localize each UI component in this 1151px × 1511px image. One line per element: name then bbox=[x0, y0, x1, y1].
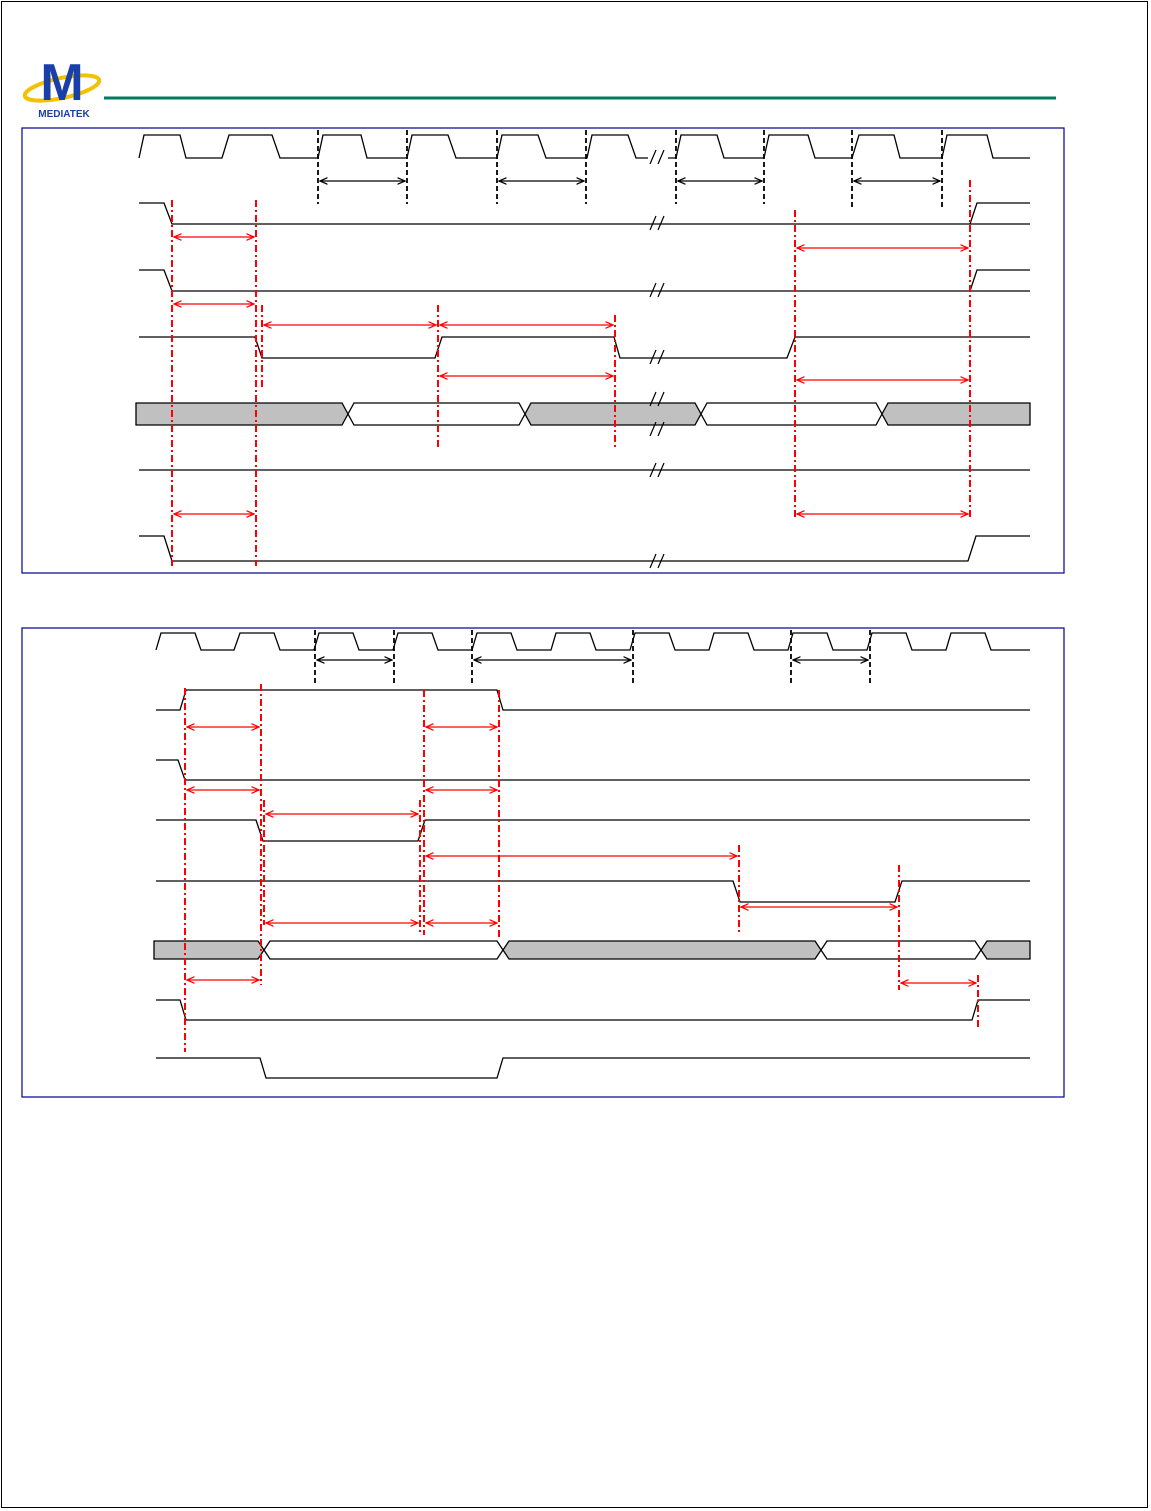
d2-signal-3 bbox=[156, 760, 1030, 780]
d1-data-bus bbox=[136, 403, 1030, 425]
timing-diagram-1 bbox=[22, 128, 1064, 573]
d2-signal-4 bbox=[156, 820, 1030, 841]
d2-signal-7 bbox=[156, 1000, 1030, 1020]
d2-signal-8 bbox=[156, 1058, 1030, 1078]
diagram-2-frame bbox=[22, 628, 1064, 1097]
d1-break-marks bbox=[650, 150, 664, 568]
d2-clock-signal bbox=[156, 633, 1030, 650]
diagram-1-frame bbox=[22, 128, 1064, 573]
d1-signal-2 bbox=[139, 203, 1030, 224]
d1-signal-4 bbox=[139, 337, 1030, 358]
d1-signal-7 bbox=[139, 536, 1030, 561]
logo-letter: M bbox=[40, 54, 84, 112]
d1-signal-3 bbox=[139, 270, 1030, 291]
d2-timing-markers bbox=[185, 684, 978, 1052]
d1-clock-signal bbox=[139, 135, 1030, 158]
d1-timing-markers bbox=[172, 180, 970, 566]
timing-diagram-2 bbox=[22, 628, 1064, 1097]
mediatek-logo bbox=[23, 54, 101, 120]
d2-signal-2 bbox=[156, 690, 1030, 710]
logo-wordmark: MEDIATEK bbox=[38, 109, 90, 120]
d1-timing-arrows bbox=[174, 237, 968, 514]
